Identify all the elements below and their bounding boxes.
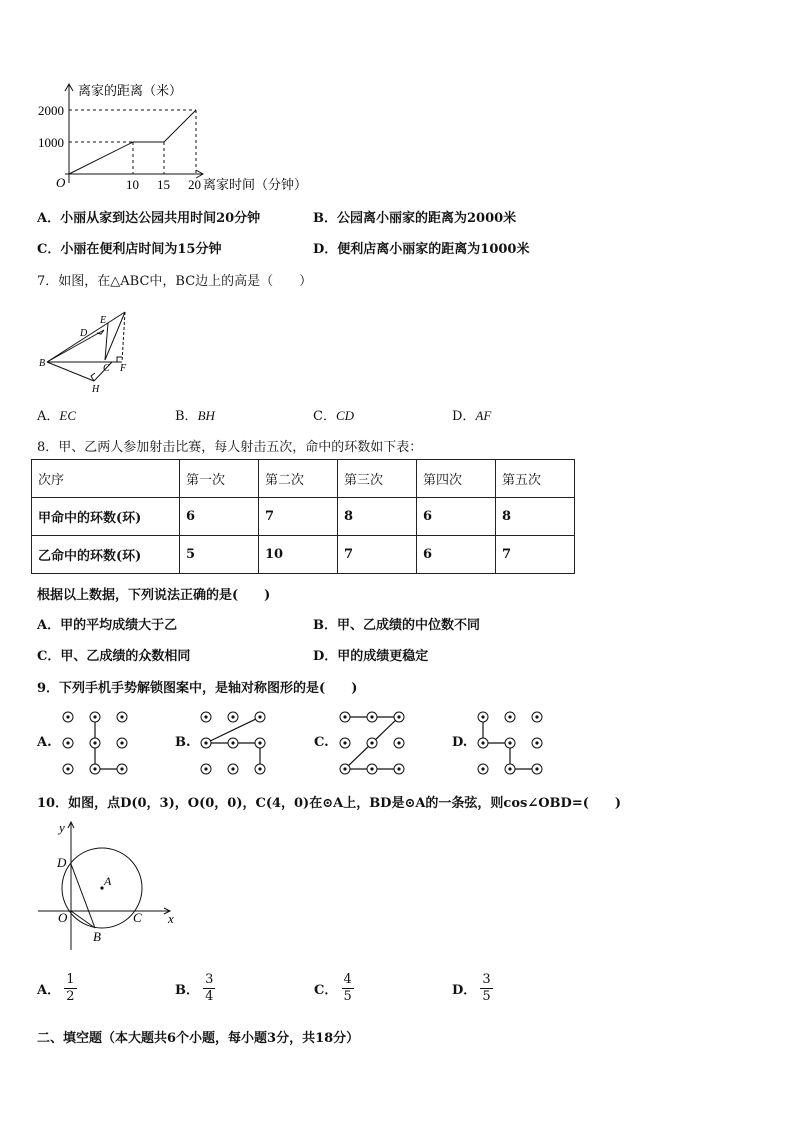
label-c: C xyxy=(133,910,142,925)
unlock-dot xyxy=(508,715,511,718)
table-header: 第二次 xyxy=(259,460,338,498)
table-header: 第四次 xyxy=(417,460,496,498)
q7-option-c: C．CD xyxy=(313,408,355,424)
table-header: 次序 xyxy=(32,460,180,498)
y-tick-2000: 2000 xyxy=(38,103,64,118)
q6-option-d: D．便利店离小丽家的距离为1000米 xyxy=(313,242,530,257)
unlock-dot xyxy=(370,715,373,718)
unlock-dot xyxy=(66,715,69,718)
unlock-dot xyxy=(120,715,123,718)
table-header: 第三次 xyxy=(338,460,417,498)
unlock-dot xyxy=(204,741,207,744)
q8-stem: 8．甲、乙两人参加射击比赛，每人射击五次，命中的环数如下表： xyxy=(37,440,423,455)
unlock-dot xyxy=(93,767,96,770)
q6-option-c: C．小丽在便利店时间为15分钟 xyxy=(37,242,222,257)
unlock-dot xyxy=(93,715,96,718)
q9-stem: 9．下列手机手势解锁图案中，是轴对称图形的是( ) xyxy=(37,681,358,696)
q10-option-a: A． $\frac{1}{2}$ xyxy=(37,972,75,1004)
unlock-dot xyxy=(66,767,69,770)
unlock-dot xyxy=(231,715,234,718)
unlock-dot xyxy=(343,741,346,744)
table-row xyxy=(32,498,575,536)
unlock-dot xyxy=(481,767,484,770)
y-tick-1000: 1000 xyxy=(38,135,64,150)
unlock-dot xyxy=(481,715,484,718)
unlock-dot xyxy=(204,767,207,770)
table-header-row xyxy=(32,460,575,498)
label-x: x xyxy=(168,911,174,926)
unlock-dot xyxy=(231,741,234,744)
q10-option-d: D． $\frac{3}{5}$ xyxy=(452,972,491,1004)
x-axis-label: 离家时间（分钟） xyxy=(203,177,308,192)
unlock-dot xyxy=(535,741,538,744)
table-cell: 7 xyxy=(259,498,338,536)
label-c: C xyxy=(103,363,110,374)
table-cell: 7 xyxy=(496,536,575,574)
unlock-dot xyxy=(204,715,207,718)
table-cell: 8 xyxy=(338,498,417,536)
x-tick-10: 10 xyxy=(126,177,139,192)
label-d: D xyxy=(80,328,88,339)
q8-option-a: A．甲的平均成绩大于乙 xyxy=(37,618,178,633)
q6-option-b: B．公园离小丽家的距离为2000米 xyxy=(313,211,517,226)
unlock-dot xyxy=(258,741,261,744)
table-cell: 10 xyxy=(259,536,338,574)
label-y: y xyxy=(59,820,65,835)
unlock-dot xyxy=(343,767,346,770)
q7-option-d: D．AF xyxy=(452,408,492,424)
table-cell: 8 xyxy=(496,498,575,536)
label-o: O xyxy=(58,910,68,925)
unlock-dot xyxy=(370,741,373,744)
q7-option-a: A．EC xyxy=(37,408,77,424)
y-axis-label: 离家的距离（米） xyxy=(78,83,183,98)
unlock-dot xyxy=(397,767,400,770)
q9-letter-a: A. xyxy=(37,735,52,750)
q10-stem: 10．如图，点D(0，3)，O(0，0)，C(4，0)在⊙A上，BD是⊙A的一条弦，则cos∠OBD=( ) xyxy=(37,796,622,811)
label-d: D xyxy=(57,855,67,870)
table-cell: 7 xyxy=(338,536,417,574)
score-table xyxy=(31,459,575,574)
unlock-dot xyxy=(93,741,96,744)
unlock-dot xyxy=(508,741,511,744)
q6-option-a: A．小丽从家到达公园共用时间20分钟 xyxy=(37,211,261,226)
label-a: A xyxy=(104,874,112,888)
q9-letter-b: B. xyxy=(175,735,191,750)
label-b: B xyxy=(39,358,46,369)
table-cell: 6 xyxy=(417,536,496,574)
label-b: B xyxy=(93,929,101,944)
q8-option-d: D．甲的成绩更稳定 xyxy=(313,649,429,664)
table-cell: 6 xyxy=(180,498,259,536)
table-cell: 乙命中的环数(环) xyxy=(32,536,180,574)
table-row xyxy=(32,536,575,574)
section-2-heading: 二、填空题（本大题共6个小题，每小题3分，共18分） xyxy=(37,1031,360,1046)
unlock-dot xyxy=(66,741,69,744)
q9-letter-c: C. xyxy=(314,735,329,750)
unlock-dot xyxy=(535,715,538,718)
table-header: 第五次 xyxy=(496,460,575,498)
q10-option-c: C． $\frac{4}{5}$ xyxy=(314,972,352,1004)
table-cell: 6 xyxy=(417,498,496,536)
unlock-dot xyxy=(343,715,346,718)
q9-letter-d: D. xyxy=(452,735,468,750)
unlock-dot xyxy=(231,767,234,770)
table-cell: 5 xyxy=(180,536,259,574)
q7-stem: 7．如图，在△ABC中，BC边上的高是（ ） xyxy=(37,274,313,289)
label-h: H xyxy=(92,384,100,395)
unlock-dot xyxy=(397,741,400,744)
q7-option-b: B．BH xyxy=(175,408,215,424)
table-header: 第一次 xyxy=(180,460,259,498)
unlock-dot xyxy=(370,767,373,770)
chord-bd xyxy=(71,864,95,928)
q10-option-b: B． $\frac{3}{4}$ xyxy=(175,972,214,1004)
label-e: E xyxy=(100,315,107,326)
q8-option-b: B．甲、乙成绩的中位数不同 xyxy=(313,618,480,633)
origin-label: O xyxy=(56,175,66,190)
q8-question: 根据以上数据，下列说法正确的是( ) xyxy=(37,588,271,603)
unlock-dot xyxy=(120,767,123,770)
unlock-dot xyxy=(508,767,511,770)
unlock-dot xyxy=(481,741,484,744)
table-cell: 甲命中的环数(环) xyxy=(32,498,180,536)
unlock-dot xyxy=(397,715,400,718)
unlock-dot xyxy=(258,715,261,718)
unlock-dot xyxy=(120,741,123,744)
unlock-dot xyxy=(535,767,538,770)
unlock-dot xyxy=(258,767,261,770)
x-tick-15: 15 xyxy=(157,177,170,192)
x-tick-20: 20 xyxy=(188,177,201,192)
label-f: F xyxy=(120,363,127,374)
q8-option-c: C．甲、乙成绩的众数相同 xyxy=(37,649,191,664)
